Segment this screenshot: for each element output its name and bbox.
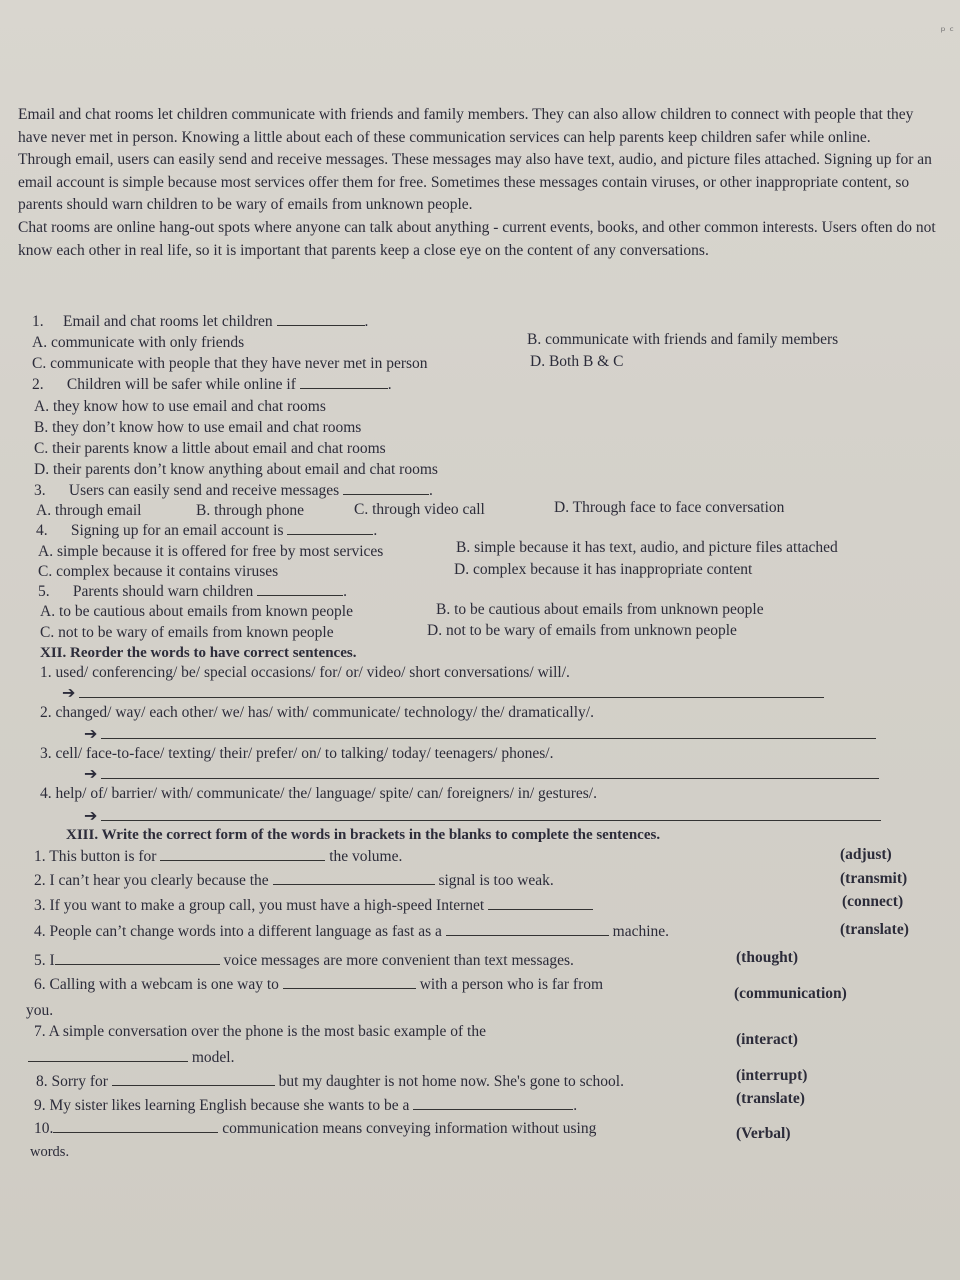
answer-blank[interactable] bbox=[160, 859, 325, 861]
answer-line[interactable] bbox=[101, 777, 879, 779]
word-form-1: 1. This button is for the volume. bbox=[34, 848, 403, 865]
q5-option-a[interactable]: A. to be cautious about emails from known people bbox=[40, 603, 353, 620]
q3-option-d[interactable]: D. Through face to face conversation bbox=[554, 499, 785, 516]
hint-5: (thought) bbox=[736, 949, 799, 966]
hint-1: (adjust) bbox=[840, 846, 892, 863]
q4-option-b[interactable]: B. simple because it has text, audio, and picture files attached bbox=[456, 539, 838, 556]
answer-blank[interactable] bbox=[55, 963, 220, 965]
q1-option-d[interactable]: D. Both B & C bbox=[530, 353, 624, 370]
word-form-7: 7. A simple conversation over the phone is the most basic example of the bbox=[34, 1023, 486, 1040]
word-form-7-cont: model. bbox=[28, 1048, 235, 1068]
reorder-item-1: 1. used/ conferencing/ be/ special occasions/ for/ or/ video/ short conversations/ will/. bbox=[40, 664, 570, 681]
q5-option-c[interactable]: C. not to be wary of emails from known people bbox=[40, 624, 334, 641]
arrow-right-icon: ➔ bbox=[84, 724, 98, 743]
q5-option-b[interactable]: B. to be cautious about emails from unknown people bbox=[436, 601, 764, 618]
answer-blank[interactable] bbox=[273, 883, 435, 885]
word-form-5: 5. I voice messages are more convenient than text messages. bbox=[34, 952, 574, 969]
answer-blank[interactable] bbox=[257, 594, 343, 596]
question-5: 5. Parents should warn children . bbox=[38, 583, 347, 600]
hint-9: (translate) bbox=[736, 1090, 805, 1107]
hint-7: (interact) bbox=[736, 1031, 798, 1048]
answer-blank[interactable] bbox=[287, 533, 373, 535]
arrow-right-icon: ➔ bbox=[62, 683, 76, 702]
q4-option-c[interactable]: C. complex because it contains viruses bbox=[38, 563, 279, 580]
reorder-item-3: 3. cell/ face-to-face/ texting/ their/ prefer/ on/ to talking/ today/ teenagers/ phones/. bbox=[40, 745, 554, 762]
hint-8: (interrupt) bbox=[736, 1067, 808, 1084]
hint-2: (transmit) bbox=[840, 870, 908, 887]
q1-option-b[interactable]: B. communicate with friends and family members bbox=[527, 331, 839, 348]
word-form-4: 4. People can’t change words into a different language as fast as a machine. bbox=[34, 923, 670, 940]
arrow-right-icon: ➔ bbox=[84, 806, 98, 825]
passage-paragraph-3: Chat rooms are online hang-out spots where anyone can talk about anything - current events, books, and other common interests. Users often do not know each other in real life, so it is important that parents keep a close eye on the content of any conversations. bbox=[18, 218, 936, 259]
answer-blank[interactable] bbox=[277, 324, 365, 326]
word-form-8: 8. Sorry for but my daughter is not home now. She's gone to school. bbox=[36, 1073, 624, 1090]
hint-6: (communication) bbox=[734, 985, 847, 1002]
word-form-10-cont: words. bbox=[30, 1144, 70, 1160]
hint-10: (Verbal) bbox=[736, 1125, 791, 1142]
word-form-10: 10. communication means conveying information without using bbox=[34, 1120, 597, 1137]
word-form-3: 3. If you want to make a group call, you must have a high-speed Internet bbox=[34, 896, 593, 916]
hint-4: (translate) bbox=[840, 921, 909, 938]
q2-option-a[interactable]: A. they know how to use email and chat rooms bbox=[34, 398, 326, 415]
word-form-6: 6. Calling with a webcam is one way to with a person who is far from bbox=[34, 976, 604, 993]
reorder-item-2: 2. changed/ way/ each other/ we/ has/ with/ communicate/ technology/ the/ dramatically/. bbox=[40, 704, 594, 721]
answer-blank[interactable] bbox=[53, 1131, 218, 1133]
question-1: 1. Email and chat rooms let children . bbox=[32, 313, 369, 330]
q3-option-a[interactable]: A. through email bbox=[36, 502, 142, 519]
question-3: 3. Users can easily send and receive messages . bbox=[34, 482, 433, 499]
passage-paragraph-1: Email and chat rooms let children communicate with friends and family members. They can also allow children to connect with people that they have never met in person. Knowing a little about each of these communication services can help parents keep children safer while online. bbox=[18, 106, 914, 146]
question-4: 4. Signing up for an email account is . bbox=[36, 522, 378, 539]
corner-mark: ᵖ ᶜ bbox=[940, 24, 954, 38]
q2-option-d[interactable]: D. their parents don’t know anything about email and chat rooms bbox=[34, 461, 438, 478]
reorder-item-4: 4. help/ of/ barrier/ with/ communicate/ the/ language/ spite/ can/ foreigners/ in/ gestures/. bbox=[40, 785, 597, 802]
answer-line[interactable] bbox=[79, 696, 824, 698]
answer-line[interactable] bbox=[101, 819, 881, 821]
reorder-answer-3 bbox=[84, 764, 879, 785]
word-form-2: 2. I can’t hear you clearly because the signal is too weak. bbox=[34, 872, 554, 889]
answer-blank[interactable] bbox=[28, 1060, 188, 1062]
reorder-answer-1 bbox=[62, 683, 824, 704]
answer-line[interactable] bbox=[101, 737, 876, 739]
hint-3: (connect) bbox=[842, 893, 904, 910]
q3-option-c[interactable]: C. through video call bbox=[354, 501, 485, 518]
arrow-right-icon: ➔ bbox=[84, 764, 98, 783]
q2-option-b[interactable]: B. they don’t know how to use email and chat rooms bbox=[34, 419, 362, 436]
section-12-title: XII. Reorder the words to have correct sentences. bbox=[40, 645, 357, 661]
reorder-answer-2 bbox=[84, 724, 876, 745]
reading-passage bbox=[18, 104, 943, 262]
answer-blank[interactable] bbox=[413, 1108, 573, 1110]
answer-blank[interactable] bbox=[446, 934, 609, 936]
q2-option-c[interactable]: C. their parents know a little about email and chat rooms bbox=[34, 440, 386, 457]
answer-blank[interactable] bbox=[488, 908, 593, 910]
reorder-answer-4 bbox=[84, 806, 881, 827]
passage-paragraph-2: Through email, users can easily send and receive messages. These messages may also have text, audio, and picture files attached. Signing up for an email account is simple because most services offer them for free. Sometimes these messages contain viruses, or other inappropriate content, so parents should warn children to be wary of emails from unknown people. bbox=[18, 151, 932, 214]
q5-option-d[interactable]: D. not to be wary of emails from unknown people bbox=[427, 622, 737, 639]
question-2: 2. Children will be safer while online if . bbox=[32, 376, 392, 393]
section-13-title: XIII. Write the correct form of the words in brackets in the blanks to complete the sentences. bbox=[66, 827, 661, 843]
word-form-9: 9. My sister likes learning English because she wants to be a . bbox=[34, 1097, 578, 1114]
answer-blank[interactable] bbox=[112, 1084, 275, 1086]
q1-option-c[interactable]: C. communicate with people that they have never met in person bbox=[32, 355, 428, 372]
q4-option-a[interactable]: A. simple because it is offered for free by most services bbox=[38, 543, 384, 560]
q4-option-d[interactable]: D. complex because it has inappropriate content bbox=[454, 561, 753, 578]
answer-blank[interactable] bbox=[300, 387, 388, 389]
answer-blank[interactable] bbox=[343, 493, 429, 495]
word-form-6-cont: you. bbox=[26, 1002, 54, 1019]
q1-option-a[interactable]: A. communicate with only friends bbox=[32, 334, 245, 351]
q3-option-b[interactable]: B. through phone bbox=[196, 502, 305, 519]
answer-blank[interactable] bbox=[283, 987, 416, 989]
